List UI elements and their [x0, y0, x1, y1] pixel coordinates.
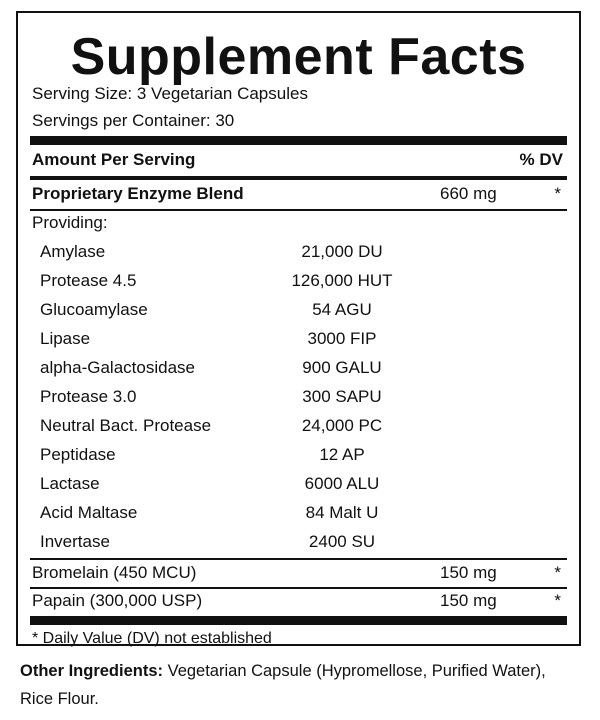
enzyme-name: Neutral Bact. Protease	[40, 416, 212, 435]
dv-header: % DV	[519, 150, 563, 169]
papain-amount: 150 mg	[440, 591, 497, 610]
bromelain-name: Bromelain (450 MCU)	[32, 563, 197, 582]
servings-per-container: Servings per Container: 30	[32, 111, 235, 130]
papain-name: Papain (300,000 USP)	[32, 591, 203, 610]
thick-divider-top	[30, 136, 567, 145]
enzyme-name: Peptidase	[40, 445, 116, 464]
enzyme-value: 6000 ALU	[304, 474, 380, 493]
other-ingredients-text: Vegetarian Capsule (Hypromellose, Purified Water), Rice Flour.	[20, 662, 546, 708]
bromelain-row	[32, 560, 565, 586]
thick-divider-bottom	[30, 616, 567, 625]
enzyme-name: alpha-Galactosidase	[40, 358, 195, 377]
enzyme-value: 24,000 PC	[301, 416, 383, 435]
other-ingredients	[20, 657, 565, 713]
enzyme-value: 126,000 HUT	[291, 271, 393, 290]
enzyme-value: 12 AP	[319, 445, 365, 464]
enzyme-value: 2400 SU	[308, 532, 376, 551]
enzyme-name: Acid Maltase	[40, 503, 138, 522]
bromelain-amount: 150 mg	[440, 563, 497, 582]
providing-row	[32, 210, 565, 236]
enzyme-name: Invertase	[40, 532, 110, 551]
panel-title: Supplement Facts	[70, 28, 527, 86]
bromelain-dv: *	[554, 563, 561, 582]
blend-amount: 660 mg	[440, 184, 497, 203]
enzyme-name: Protease 3.0	[40, 387, 137, 406]
amount-per-serving-label: Amount Per Serving	[32, 150, 196, 169]
blend-dv: *	[554, 184, 561, 203]
amount-header-row	[32, 147, 565, 173]
enzyme-name: Lactase	[40, 474, 100, 493]
enzyme-value: 54 AGU	[312, 300, 372, 319]
blend-row	[32, 181, 565, 207]
enzyme-value: 300 SAPU	[302, 387, 382, 406]
providing-label: Providing:	[32, 213, 108, 232]
enzyme-name: Lipase	[40, 329, 91, 348]
blend-name: Proprietary Enzyme Blend	[32, 184, 244, 203]
enzyme-value: 900 GALU	[302, 358, 382, 377]
enzyme-name: Amylase	[40, 242, 106, 261]
papain-row	[32, 588, 565, 614]
medium-divider	[30, 176, 567, 180]
enzyme-value: 84 Malt U	[305, 503, 379, 522]
dv-footnote: * Daily Value (DV) not established	[32, 630, 272, 647]
enzyme-value: 21,000 DU	[301, 242, 383, 261]
supplement-facts-panel	[16, 11, 581, 646]
papain-dv: *	[554, 591, 561, 610]
serving-size: Serving Size: 3 Vegetarian Capsules	[32, 84, 308, 103]
other-ingredients-label: Other Ingredients:	[20, 662, 164, 680]
enzyme-name: Glucoamylase	[40, 300, 148, 319]
enzyme-value: 3000 FIP	[307, 329, 377, 348]
enzyme-name: Protease 4.5	[40, 271, 137, 290]
